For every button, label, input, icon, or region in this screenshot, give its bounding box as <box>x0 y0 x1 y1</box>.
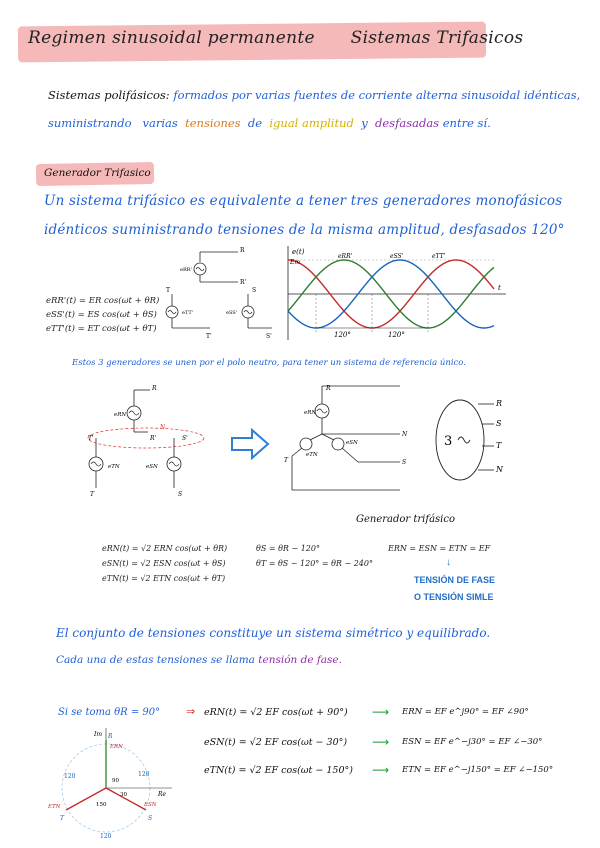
wave-label-1: eRR' <box>338 253 353 260</box>
fig1-gen-T: eTT' <box>182 310 194 316</box>
ph-T: T <box>60 815 65 822</box>
fig2-left-Sp: S' <box>182 435 188 442</box>
green-arrow-icon: ⟶ <box>372 763 390 777</box>
waveform-plot <box>284 244 510 344</box>
conclusion-text: Cada una de estas tensiones se llama <box>56 654 255 666</box>
fig2-left-N: N <box>160 424 166 431</box>
tension-label-1: TENSIÓN DE FASE <box>414 575 496 585</box>
fig1-gen-S: eSS' <box>226 310 238 316</box>
intro-word: igual amplitud <box>269 116 354 130</box>
fig1-eq-1: eRR'(t) = ER cos(ωt + θR) <box>46 296 160 306</box>
wave-xlabel: t <box>498 284 501 292</box>
ph-90: 90 <box>112 778 119 784</box>
fig2-left-S: S <box>178 491 183 498</box>
section-heading: Generador Trifasico <box>44 167 151 179</box>
conclusion-line-1: El conjunto de tensiones constituye un sistema simétrico y equilibrado. <box>56 626 491 640</box>
delay-label-2: 120° <box>388 331 405 339</box>
formula-m2: θT = θS − 120° = θR − 240° <box>256 559 373 568</box>
fig1-Sp: S' <box>266 333 272 340</box>
bottom-phasor-3: ETN = EF e^−j150° = EF ∠−150° <box>402 765 554 775</box>
fig2-right-S: S <box>402 459 407 466</box>
down-arrow-icon: ↓ <box>446 557 451 568</box>
intro-line-1 <box>48 88 580 102</box>
sine-symbol-icon <box>458 437 470 443</box>
three-generators-diagram <box>150 244 278 342</box>
box-3: 3 <box>444 434 453 449</box>
ph-R: R <box>108 733 113 740</box>
intro-word: y <box>361 116 368 130</box>
box-R: R <box>496 399 503 408</box>
intro-word: suministrando <box>48 116 132 130</box>
ph-S: S <box>148 815 153 822</box>
formula-m1: θS = θR − 120° <box>256 544 320 553</box>
fig2-right-eTN: eTN <box>306 452 318 458</box>
neutral-note: Estos 3 generadores se unen por el polo neutro, para tener un sistema de referencia único. <box>72 358 466 368</box>
fig2-left-T: T <box>90 491 95 498</box>
transform-arrow <box>232 430 268 458</box>
conclusion-term: tensión de fase. <box>258 654 342 666</box>
ph-120b: 120 <box>138 771 150 778</box>
intro-label: Sistemas polifásicos: <box>48 88 170 102</box>
section-line-1: Un sistema trifásico es equivalente a tener tres generadores monofásicos <box>44 193 563 209</box>
conclusion-line-2 <box>56 654 342 666</box>
fig2-right-N: N <box>402 431 408 438</box>
ph-120a: 120 <box>64 773 76 780</box>
bottom-eq-3: eTN(t) = √2 EF cos(ωt − 150°) <box>204 765 353 776</box>
bottom-eq-1: eRN(t) = √2 EF cos(ωt + 90°) <box>204 707 348 718</box>
fig2-left-eTN: eTN <box>108 464 120 470</box>
fig1-T: T <box>166 287 171 294</box>
delay-label-1: 120° <box>334 331 351 339</box>
formula-l1: eRN(t) = √2 ERN cos(ωt + θR) <box>102 544 228 553</box>
intro-word: tensiones <box>185 116 241 130</box>
fig2-left-Tp: T' <box>88 435 94 442</box>
title-part-1: Regimen sinusoidal permanente <box>28 28 315 48</box>
fig2-left-R: R <box>152 385 157 392</box>
fig1-eq-2: eSS'(t) = ES cos(ωt + θS) <box>46 310 157 320</box>
wave-ylabel: e(t) <box>292 248 305 256</box>
section-line-2: idénticos suministrando tensiones de la misma amplitud, desfasados 120° <box>44 222 565 238</box>
tension-label-2: O TENSIÓN SIMLE <box>414 592 494 602</box>
fig1-Rp: R' <box>240 279 247 286</box>
formula-l3: eTN(t) = √2 ETN cos(ωt + θT) <box>102 574 226 583</box>
box-S: S <box>496 419 502 428</box>
fig1-R: R <box>240 247 245 254</box>
phasor-diagram <box>40 724 190 842</box>
fig2-left-eRN: eRN <box>114 412 127 418</box>
intro-text-1: formados por varias fuentes de corriente alterna sinusoidal idénticas, <box>173 88 581 102</box>
ph-Re: Re <box>158 791 167 798</box>
ph-120c: 120 <box>100 833 112 840</box>
fig1-Tp: T' <box>206 333 212 340</box>
intro-word: entre sí. <box>442 116 491 130</box>
green-arrow-icon: ⟶ <box>372 705 390 719</box>
ph-30: 30 <box>120 792 127 798</box>
box-N: N <box>496 465 503 474</box>
wave-label-3: eTT' <box>432 253 446 260</box>
fig2-right-R: R <box>326 385 331 392</box>
box-T: T <box>496 441 502 450</box>
formula-r1: ERN = ESN = ETN = EF <box>388 544 491 553</box>
intro-line-2 <box>48 116 491 130</box>
bottom-intro: Si se toma θR = 90° <box>58 707 161 718</box>
green-arrow-icon: ⟶ <box>372 735 390 749</box>
fig2-left-Rp: R' <box>150 435 157 442</box>
fig1-S: S <box>252 287 257 294</box>
ph-150: 150 <box>96 802 107 808</box>
bottom-phasor-1: ERN = EF e^j90° = EF ∠90° <box>402 707 529 717</box>
fig2-right-eSN: eSN <box>346 440 358 446</box>
wave-amp: Em <box>290 259 301 266</box>
ph-Im: Im <box>94 731 103 738</box>
star-connection-diagram <box>82 382 512 532</box>
fig2-right-T: T <box>284 457 289 464</box>
fig2-left-eSN: eSN <box>146 464 158 470</box>
fig2-right-eRN: eRN <box>304 410 317 416</box>
intro-word: de <box>247 116 263 130</box>
ph-ESN: ESN <box>144 802 157 808</box>
intro-word: desfasadas <box>375 116 440 130</box>
intro-word: varias <box>142 116 178 130</box>
ph-ERN: ERN <box>110 744 123 750</box>
bottom-eq-2: eSN(t) = √2 EF cos(ωt − 30°) <box>204 737 348 748</box>
page-title <box>28 28 553 48</box>
ph-ETN: ETN <box>48 804 61 810</box>
implies-arrow-icon: ⇒ <box>186 705 196 718</box>
title-part-2: Sistemas Trifasicos <box>350 28 524 48</box>
fig1-eq-3: eTT'(t) = ET cos(ωt + θT) <box>46 324 157 334</box>
fig2-caption: Generador trifásico <box>356 514 455 525</box>
bottom-phasor-2: ESN = EF e^−j30° = EF ∠−30° <box>402 737 543 747</box>
formula-l2: eSN(t) = √2 ESN cos(ωt + θS) <box>102 559 226 568</box>
wave-label-2: eSS' <box>390 253 404 260</box>
fig1-gen-R: eRR' <box>180 267 192 273</box>
